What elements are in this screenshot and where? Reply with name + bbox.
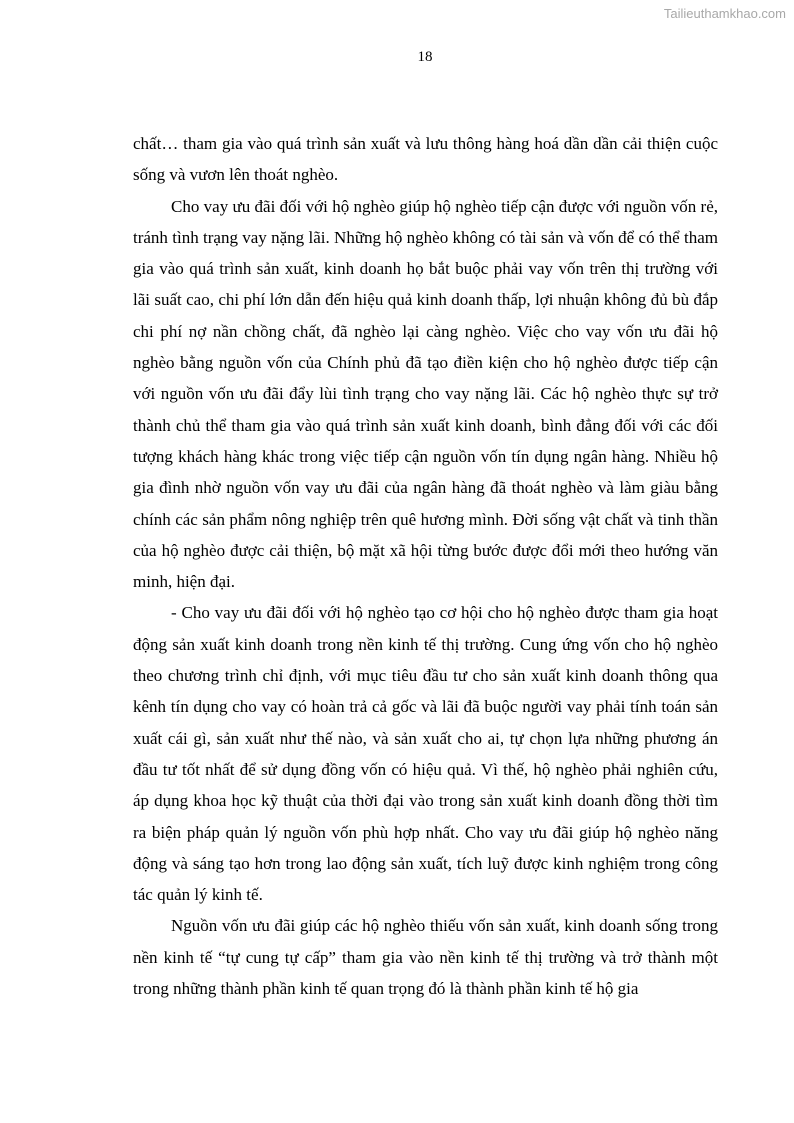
paragraph-4: Nguồn vốn ưu đãi giúp các hộ nghèo thiếu vốn sản xuất, kinh doanh sống trong nền kinh tế “tự cung tự cấp” tham gia vào nền kinh tế thị trường và trở thành một trong những thành phần kinh tế quan trọng đó là thành phần kinh tế hộ gia [133,916,718,999]
watermark-text: Tailieuthamkhao.com [663,6,786,21]
paragraph-1: chất… tham gia vào quá trình sản xuất và lưu thông hàng hoá dần dần cải thiện cuộc sống và vươn lên thoát nghèo. [133,134,718,185]
paragraph-2: Cho vay ưu đãi đối với hộ nghèo giúp hộ nghèo tiếp cận được với nguồn vốn rẻ, tránh tình trạng vay nặng lãi. Những hộ nghèo không có tài sản và vốn để có thể tham gia vào quá trình sản xuất, kinh doanh họ bắt buộc phải vay vốn trên thị trường với lãi suất cao, chi phí lớn dẫn đến hiệu quả kinh doanh thấp, lợi nhuận không đủ bù đắp chi phí nợ nần chồng chất, đã nghèo lại càng nghèo. Việc cho vay vốn ưu đãi hộ nghèo bằng nguồn vốn của Chính phủ đã tạo điền kiện cho hộ nghèo được tiếp cận với nguồn vốn ưu đãi đẩy lùi tình trạng cho vay nặng lãi. Các hộ nghèo thực sự trở thành chủ thể tham gia vào quá trình sản xuất kinh doanh, bình đẳng đối với các đối tượng khách hàng khác trong việc tiếp cận nguồn vốn tín dụng ngân hàng. Nhiều hộ gia đình nhờ nguồn vốn vay ưu đãi của ngân hàng đã thoát nghèo và làm giàu bằng chính các sản phẩm nông nghiệp trên quê hương mình. Đời sống vật chất và tinh thần của hộ nghèo được cải thiện, bộ mặt xã hội từng bước được đổi mới theo hướng văn minh, hiện đại. [133,196,718,592]
document-body [133,128,718,1004]
paragraph-3: - Cho vay ưu đãi đối với hộ nghèo tạo cơ hội cho hộ nghèo được tham gia hoạt động sản xuất kinh doanh trong nền kinh tế thị trường. Cung ứng vốn cho hộ nghèo theo chương trình chỉ định, với mục tiêu đầu tư cho sản xuất kinh doanh thông qua kênh tín dụng cho vay có hoàn trả cả gốc và lãi đã buộc người vay phải tính toán sản xuất cái gì, sản xuất như thế nào, và sản xuất cho ai, tự chọn lựa những phương án đầu tư tốt nhất để sử dụng đồng vốn có hiệu quả. Vì thế, hộ nghèo phải nghiên cứu, áp dụng khoa học kỹ thuật của thời đại vào trong sản xuất kinh doanh đồng thời tìm ra biện pháp quản lý nguồn vốn phù hợp nhất. Cho vay ưu đãi giúp hộ nghèo năng động và sáng tạo hơn trong lao động sản xuất, tích luỹ được kinh nghiệm trong công tác quản lý kinh tế. [133,603,718,905]
page-number: 18 [417,49,433,65]
